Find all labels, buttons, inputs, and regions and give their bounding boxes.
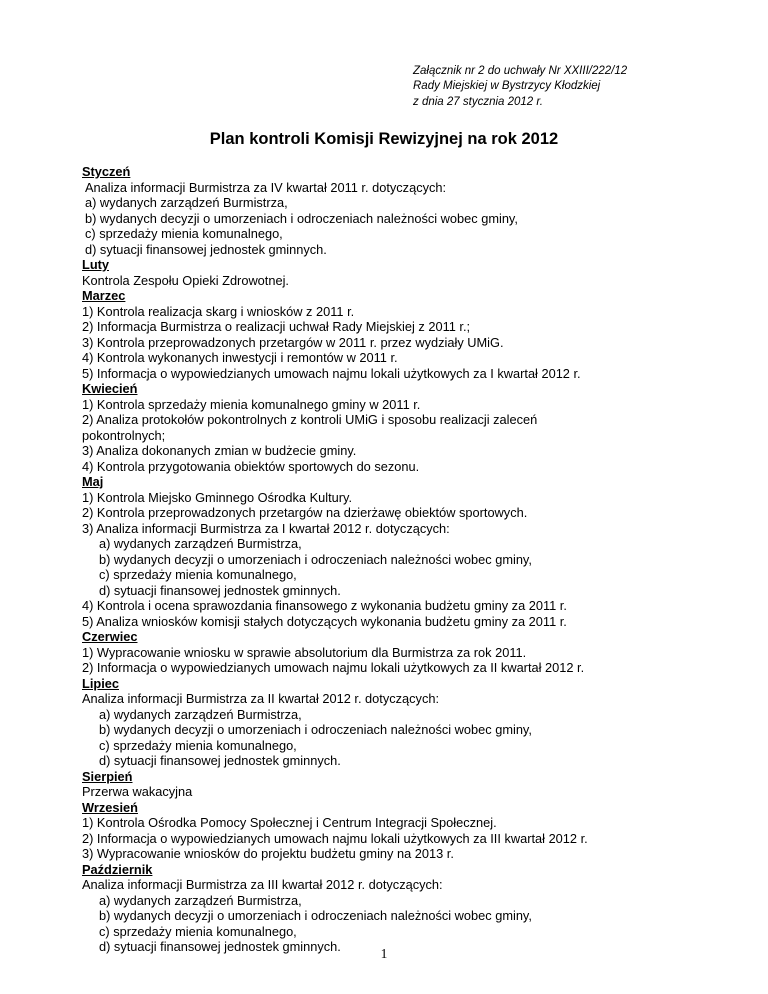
plan-item: 1) Kontrola sprzedaży mienia komunalnego gminy w 2011 r. (82, 396, 421, 412)
plan-item: a) wydanych zarządzeń Burmistrza, (99, 892, 302, 908)
plan-item: b) wydanych decyzji o umorzeniach i odroczeniach należności wobec gminy, (99, 908, 532, 923)
plan-item: b) wydanych decyzji o umorzeniach i odroczeniach należności wobec gminy, (99, 722, 532, 737)
plan-item: 4) Kontrola wykonanych inwestycji i remontów w 2011 r. (82, 350, 398, 365)
plan-item: 4) Kontrola przygotowania obiektów sportowych do sezonu. (82, 458, 420, 474)
plan-item: d) sytuacji finansowej jednostek gminnych. (99, 582, 341, 598)
plan-item: c) sprzedaży mienia komunalnego, (99, 923, 297, 939)
plan-item: b) wydanych decyzji o umorzeniach i odroczeniach należności wobec gminy, (85, 210, 518, 226)
plan-item: 2) Kontrola przeprowadzonych przetargów na dzierżawę obiektów sportowych. (82, 505, 528, 520)
month-heading: Czerwiec (82, 629, 138, 644)
plan-item: c) sprzedaży mienia komunalnego, (99, 567, 297, 582)
month-heading: Styczeń (82, 164, 131, 179)
plan-item: Kontrola Zespołu Opieki Zdrowotnej. (82, 272, 289, 288)
plan-item: 2) Informacja o wypowiedzianych umowach najmu lokali użytkowych za II kwartał 2012 r. (82, 660, 585, 675)
plan-item: Analiza informacji Burmistrza za III kwartał 2012 r. dotyczących: (82, 877, 443, 892)
plan-item: 4) Kontrola i ocena sprawozdania finansowego z wykonania budżetu gminy za 2011 r. (82, 598, 567, 613)
plan-item: d) sytuacji finansowej jednostek gminnych. (99, 939, 341, 954)
plan-item: 3) Wypracowanie wniosków do projektu budżetu gminy na 2013 r. (82, 846, 454, 861)
month-heading: Maj (82, 474, 104, 489)
annex-line: z dnia 27 stycznia 2012 r. (413, 95, 543, 108)
month-heading: Październik (82, 861, 153, 877)
plan-item: 5) Analiza wniosków komisji stałych dotyczących wykonania budżetu gminy za 2011 r. (82, 613, 567, 629)
plan-item: b) wydanych decyzji o umorzeniach i odroczeniach należności wobec gminy, (99, 551, 532, 567)
plan-item: 2) Informacja o wypowiedzianych umowach najmu lokali użytkowych za III kwartał 2012 r. (82, 830, 588, 846)
plan-item: a) wydanych zarządzeń Burmistrza, (99, 706, 302, 722)
plan-item: 3) Analiza dokonanych zmian w budżecie gminy. (82, 443, 357, 458)
plan-item: 5) Informacja o wypowiedzianych umowach najmu lokali użytkowych za I kwartał 2012 r. (82, 365, 581, 381)
plan-item: c) sprzedaży mienia komunalnego, (85, 226, 283, 241)
month-heading: Luty (82, 257, 110, 272)
annex-line: Załącznik nr 2 do uchwały Nr XXIII/222/12 (413, 65, 628, 77)
plan-item: 1) Kontrola realizacja skarg i wniosków z 2011 r. (82, 303, 355, 319)
month-heading: Wrzesień (82, 799, 138, 815)
plan-item: Przerwa wakacyjna (82, 784, 193, 799)
plan-item: c) sprzedaży mienia komunalnego, (99, 737, 297, 753)
plan-item: 1) Wypracowanie wniosku w sprawie absolutorium dla Burmistrza za rok 2011. (82, 644, 527, 660)
plan-item: 2) Analiza protokołów pokontrolnych z kontroli UMiG i sposobu realizacji zaleceń (82, 412, 538, 427)
plan-item: d) sytuacji finansowej jednostek gminnych. (85, 241, 327, 257)
plan-item: a) wydanych zarządzeń Burmistrza, (99, 536, 302, 551)
plan-item: 3) Kontrola przeprowadzonych przetargów w 2011 r. przez wydziały UMiG. (82, 334, 504, 350)
month-heading: Lipiec (82, 675, 119, 691)
plan-item: a) wydanych zarządzeń Burmistrza, (85, 195, 288, 210)
plan-item: 3) Analiza informacji Burmistrza za I kwartał 2012 r. dotyczących: (82, 520, 450, 536)
plan-item: Analiza informacji Burmistrza za II kwartał 2012 r. dotyczących: (82, 691, 440, 706)
month-heading: Kwiecień (82, 381, 138, 396)
plan-item: 1) Kontrola Miejsko Gminnego Ośrodka Kultury. (82, 489, 353, 505)
month-heading: Marzec (82, 288, 126, 303)
plan-item: 2) Informacja Burmistrza o realizacji uchwał Rady Miejskiej z 2011 r.; (82, 319, 471, 334)
page-number: 1 (380, 946, 388, 961)
plan-item: d) sytuacji finansowej jednostek gminnych. (99, 753, 341, 768)
annex-line: Rady Miejskiej w Bystrzycy Kłodzkiej (413, 80, 601, 93)
plan-body (82, 164, 722, 955)
annex-note (413, 64, 627, 110)
plan-item: 1) Kontrola Ośrodka Pomocy Społecznej i Centrum Integracji Społecznej. (82, 815, 497, 830)
month-heading: Sierpień (82, 768, 133, 784)
plan-item: Analiza informacji Burmistrza za IV kwartał 2011 r. dotyczących: (85, 179, 447, 195)
document-title: Plan kontroli Komisji Rewizyjnej na rok 2012 (209, 130, 559, 148)
plan-item: pokontrolnych; (82, 427, 166, 443)
